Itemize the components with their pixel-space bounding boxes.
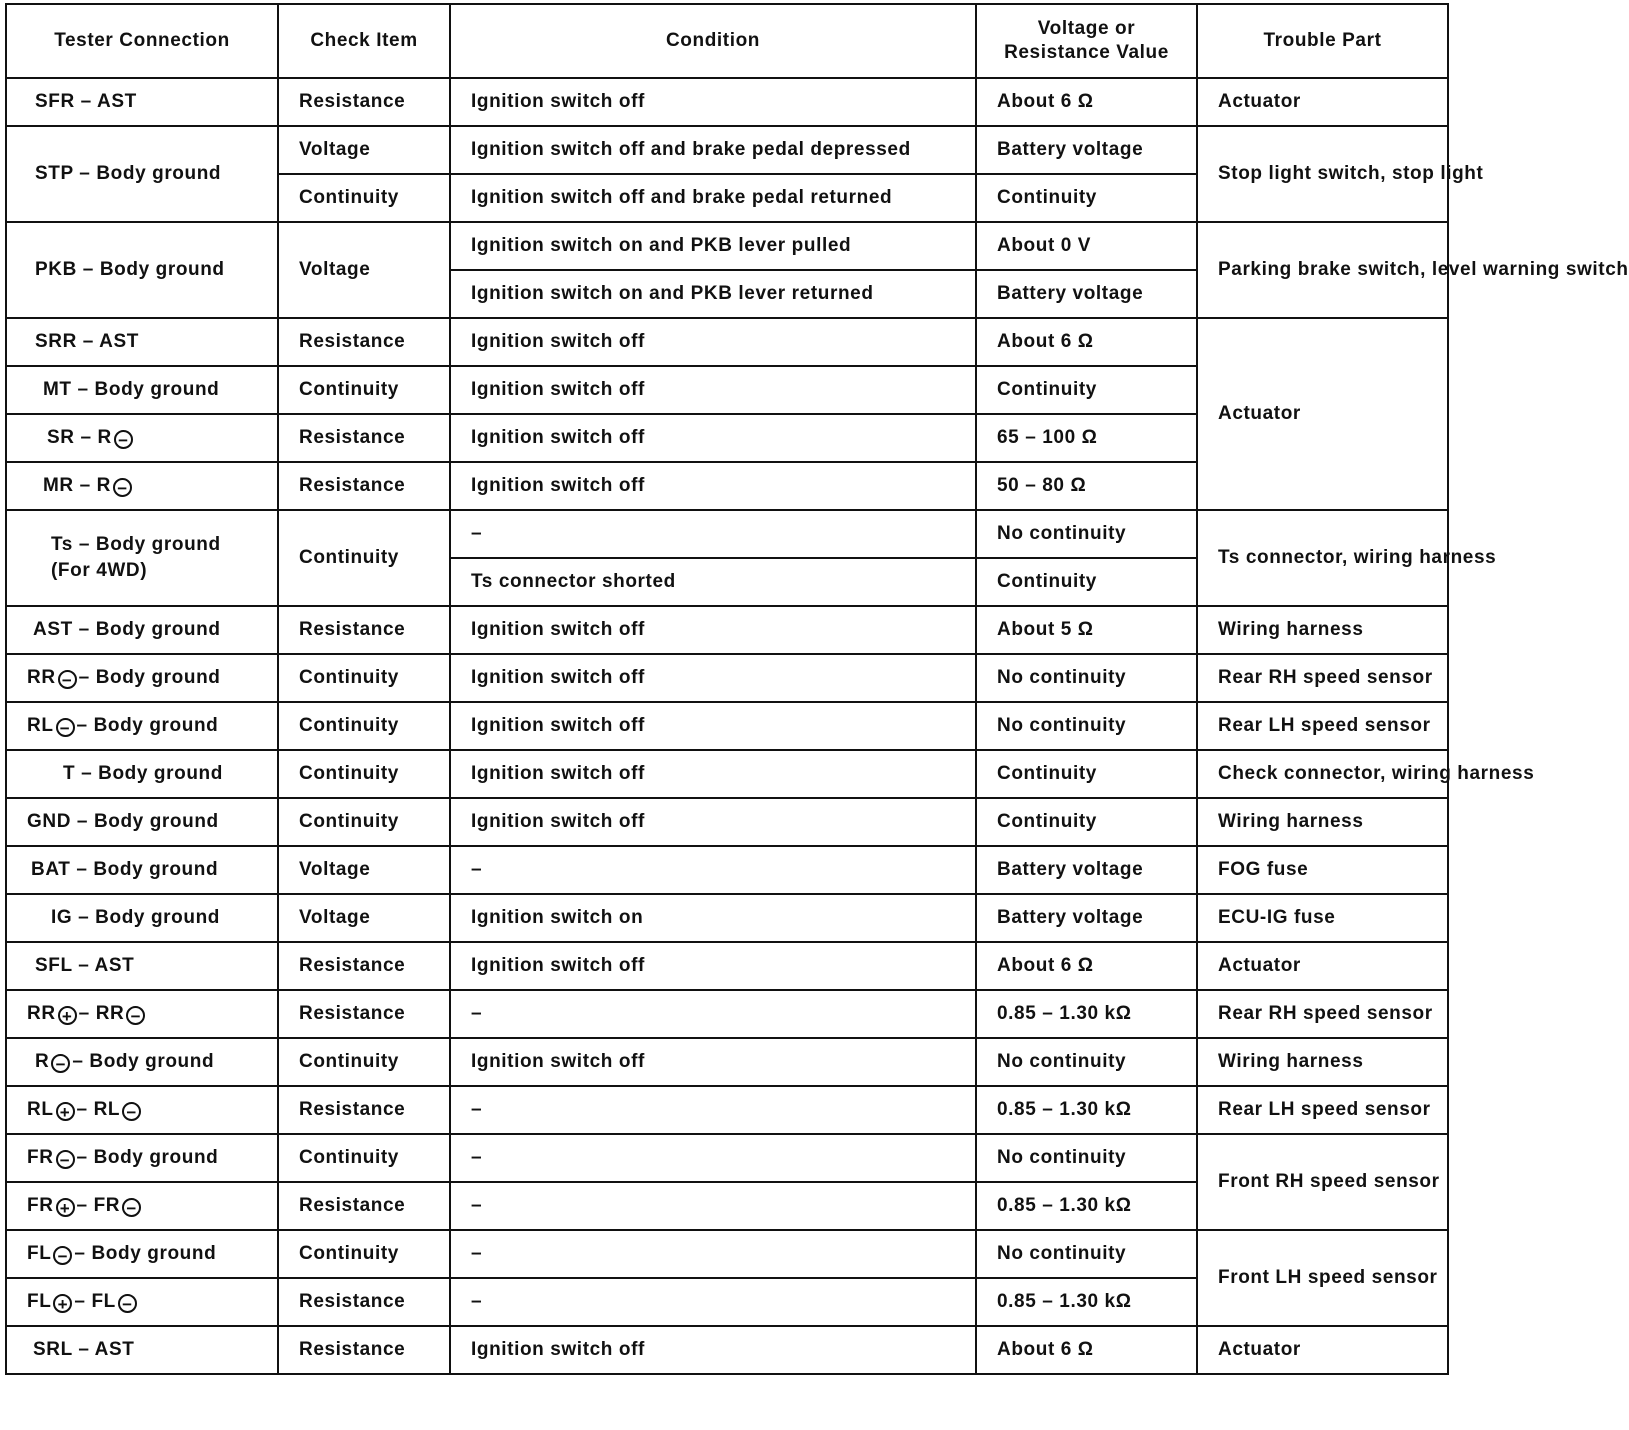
tester-connection-cell: IG – Body ground	[6, 894, 278, 942]
condition-cell: –	[450, 846, 976, 894]
condition-cell: Ignition switch off	[450, 366, 976, 414]
header-condition: Condition	[450, 4, 976, 78]
trouble-part-cell: Actuator	[1197, 318, 1448, 510]
value-cell: Continuity	[976, 366, 1197, 414]
tester-connection-cell	[6, 1278, 278, 1326]
value-cell: No continuity	[976, 1230, 1197, 1278]
trouble-part-cell: Check connector, wiring harness	[1197, 750, 1448, 798]
value-cell: No continuity	[976, 510, 1197, 558]
table-row	[6, 654, 1448, 702]
tester-connection-cell	[6, 414, 278, 462]
plus-symbol-icon: +	[58, 1006, 77, 1025]
check-item-cell: Continuity	[278, 366, 450, 414]
value-cell: About 6 Ω	[976, 1326, 1197, 1374]
check-item-cell: Resistance	[278, 942, 450, 990]
condition-cell: Ignition switch off	[450, 702, 976, 750]
plus-symbol-icon: +	[53, 1294, 72, 1313]
header-value: Voltage or Resistance Value	[976, 4, 1197, 78]
tester-connection-text: RL	[27, 1099, 54, 1120]
tester-connection-cell: AST – Body ground	[6, 606, 278, 654]
value-cell: No continuity	[976, 654, 1197, 702]
value-cell: About 5 Ω	[976, 606, 1197, 654]
header-check-item: Check Item	[278, 4, 450, 78]
trouble-part-cell: Wiring harness	[1197, 606, 1448, 654]
minus-symbol-icon: −	[122, 1102, 141, 1121]
condition-cell: Ignition switch on and PKB lever returned	[450, 270, 976, 318]
condition-cell: Ignition switch on and PKB lever pulled	[450, 222, 976, 270]
trouble-part-cell: Rear LH speed sensor	[1197, 1086, 1448, 1134]
tester-connection-cell: SFL – AST	[6, 942, 278, 990]
check-item-cell: Resistance	[278, 1326, 450, 1374]
tester-connection-text: – RR	[78, 1003, 125, 1024]
trouble-part-cell: Stop light switch, stop light	[1197, 126, 1448, 222]
minus-symbol-icon: −	[56, 1150, 75, 1169]
table-row	[6, 798, 1448, 846]
condition-cell: –	[450, 990, 976, 1038]
condition-cell: –	[450, 1086, 976, 1134]
condition-cell: Ignition switch off	[450, 78, 976, 126]
value-cell: No continuity	[976, 1134, 1197, 1182]
table-row	[6, 126, 1448, 174]
tester-connection-text: RL	[27, 715, 54, 736]
check-item-cell: Voltage	[278, 846, 450, 894]
value-cell: About 6 Ω	[976, 78, 1197, 126]
check-item-cell: Continuity	[278, 1038, 450, 1086]
value-cell: About 6 Ω	[976, 318, 1197, 366]
header-trouble-part: Trouble Part	[1197, 4, 1448, 78]
condition-cell: Ignition switch off and brake pedal depressed	[450, 126, 976, 174]
table-row	[6, 702, 1448, 750]
condition-cell: Ignition switch off	[450, 462, 976, 510]
minus-symbol-icon: −	[113, 478, 132, 497]
value-cell: 50 – 80 Ω	[976, 462, 1197, 510]
tester-connection-cell	[6, 702, 278, 750]
check-item-cell: Resistance	[278, 606, 450, 654]
check-item-cell: Continuity	[278, 510, 450, 606]
check-item-cell: Continuity	[278, 702, 450, 750]
trouble-part-cell: FOG fuse	[1197, 846, 1448, 894]
table-row	[6, 318, 1448, 366]
check-item-cell: Voltage	[278, 894, 450, 942]
plus-symbol-icon: +	[56, 1198, 75, 1217]
value-cell: 0.85 – 1.30 kΩ	[976, 1086, 1197, 1134]
tester-connection-cell: BAT – Body ground	[6, 846, 278, 894]
minus-symbol-icon: −	[122, 1198, 141, 1217]
condition-cell: –	[450, 1134, 976, 1182]
tester-connection-cell: T – Body ground	[6, 750, 278, 798]
check-item-cell: Continuity	[278, 1230, 450, 1278]
minus-symbol-icon: −	[58, 670, 77, 689]
check-item-cell: Resistance	[278, 1278, 450, 1326]
table-row	[6, 750, 1448, 798]
trouble-part-cell: ECU-IG fuse	[1197, 894, 1448, 942]
tester-connection-cell	[6, 990, 278, 1038]
trouble-part-cell: Rear RH speed sensor	[1197, 990, 1448, 1038]
value-cell: No continuity	[976, 702, 1197, 750]
table-row	[6, 990, 1448, 1038]
tester-connection-cell: GND – Body ground	[6, 798, 278, 846]
trouble-part-cell: Actuator	[1197, 1326, 1448, 1374]
check-item-cell: Resistance	[278, 318, 450, 366]
condition-cell: Ignition switch off	[450, 1038, 976, 1086]
value-cell: About 6 Ω	[976, 942, 1197, 990]
trouble-part-cell: Front LH speed sensor	[1197, 1230, 1448, 1326]
condition-cell: –	[450, 1230, 976, 1278]
table-row	[6, 1038, 1448, 1086]
table-row	[6, 894, 1448, 942]
trouble-part-cell: Rear LH speed sensor	[1197, 702, 1448, 750]
tester-connection-text: MR – R	[43, 475, 111, 496]
tester-connection-text: – Body ground	[76, 715, 219, 736]
minus-symbol-icon: −	[51, 1054, 70, 1073]
check-item-cell: Continuity	[278, 750, 450, 798]
tester-connection-text: RR	[27, 1003, 56, 1024]
minus-symbol-icon: −	[118, 1294, 137, 1313]
minus-symbol-icon: −	[126, 1006, 145, 1025]
tester-connection-text: SR – R	[47, 427, 112, 448]
table-row	[6, 942, 1448, 990]
check-item-cell: Resistance	[278, 990, 450, 1038]
tester-connection-cell: SRL – AST	[6, 1326, 278, 1374]
trouble-part-cell: Front RH speed sensor	[1197, 1134, 1448, 1230]
value-cell: Continuity	[976, 174, 1197, 222]
tester-connection-text: FL	[27, 1243, 52, 1264]
tester-connection-text: – FL	[74, 1291, 116, 1312]
table-row	[6, 606, 1448, 654]
condition-cell: Ignition switch off	[450, 606, 976, 654]
value-cell: 0.85 – 1.30 kΩ	[976, 1278, 1197, 1326]
check-item-cell: Resistance	[278, 78, 450, 126]
condition-cell: Ignition switch off	[450, 1326, 976, 1374]
tester-connection-cell: SFR – AST	[6, 78, 278, 126]
tester-connection-text: – FR	[76, 1195, 121, 1216]
value-cell: Battery voltage	[976, 270, 1197, 318]
trouble-part-cell: Parking brake switch, level warning switch	[1197, 222, 1448, 318]
value-cell: Continuity	[976, 558, 1197, 606]
tester-connection-text: – Body ground	[78, 667, 221, 688]
condition-cell: –	[450, 1278, 976, 1326]
table-row	[6, 846, 1448, 894]
tester-connection-cell: Ts – Body ground (For 4WD)	[6, 510, 278, 606]
tester-connection-cell	[6, 1086, 278, 1134]
tester-connection-text: FL	[27, 1291, 52, 1312]
condition-cell: Ignition switch off	[450, 942, 976, 990]
table-row	[6, 1326, 1448, 1374]
value-cell: Continuity	[976, 750, 1197, 798]
tester-connection-text: – RL	[76, 1099, 121, 1120]
header-row	[6, 4, 1448, 78]
value-cell: Battery voltage	[976, 894, 1197, 942]
table-row	[6, 222, 1448, 270]
check-item-cell: Resistance	[278, 462, 450, 510]
table-row	[6, 510, 1448, 558]
check-item-cell: Resistance	[278, 414, 450, 462]
tester-connection-cell	[6, 654, 278, 702]
condition-cell: Ignition switch off and brake pedal returned	[450, 174, 976, 222]
plus-symbol-icon: +	[56, 1102, 75, 1121]
condition-cell: –	[450, 1182, 976, 1230]
value-cell: Battery voltage	[976, 846, 1197, 894]
tester-connection-cell	[6, 1134, 278, 1182]
trouble-part-cell: Ts connector, wiring harness	[1197, 510, 1448, 606]
tester-check-table	[5, 3, 1629, 1375]
check-item-cell: Resistance	[278, 1086, 450, 1134]
condition-cell: Ignition switch off	[450, 654, 976, 702]
header-tester-connection: Tester Connection	[6, 4, 278, 78]
condition-cell: Ts connector shorted	[450, 558, 976, 606]
table-row	[6, 1134, 1448, 1182]
tester-connection-cell	[6, 1230, 278, 1278]
tester-connection-cell: PKB – Body ground	[6, 222, 278, 318]
tester-connection-text: – Body ground	[76, 1147, 219, 1168]
table-row	[6, 1086, 1448, 1134]
check-item-cell: Continuity	[278, 174, 450, 222]
tester-connection-cell	[6, 462, 278, 510]
check-item-cell: Continuity	[278, 1134, 450, 1182]
value-cell: About 0 V	[976, 222, 1197, 270]
tester-connection-text: R	[35, 1051, 50, 1072]
tester-connection-text: FR	[27, 1147, 54, 1168]
tester-connection-text: RR	[27, 667, 56, 688]
value-cell: 0.85 – 1.30 kΩ	[976, 990, 1197, 1038]
tester-connection-text: – Body ground	[74, 1243, 217, 1264]
value-cell: Continuity	[976, 798, 1197, 846]
trouble-part-cell: Actuator	[1197, 78, 1448, 126]
minus-symbol-icon: −	[114, 430, 133, 449]
trouble-part-cell: Wiring harness	[1197, 1038, 1448, 1086]
minus-symbol-icon: −	[56, 718, 75, 737]
value-cell: Battery voltage	[976, 126, 1197, 174]
check-item-cell: Resistance	[278, 1182, 450, 1230]
trouble-part-cell: Rear RH speed sensor	[1197, 654, 1448, 702]
minus-symbol-icon: −	[53, 1246, 72, 1265]
table-row	[6, 1230, 1448, 1278]
condition-cell: Ignition switch off	[450, 750, 976, 798]
condition-cell: –	[450, 510, 976, 558]
tester-connection-cell	[6, 1182, 278, 1230]
table-row	[6, 78, 1448, 126]
tester-connection-text: – Body ground	[72, 1051, 215, 1072]
trouble-part-cell: Actuator	[1197, 942, 1448, 990]
check-item-cell: Continuity	[278, 798, 450, 846]
value-cell: No continuity	[976, 1038, 1197, 1086]
check-item-cell: Continuity	[278, 654, 450, 702]
condition-cell: Ignition switch off	[450, 318, 976, 366]
condition-cell: Ignition switch on	[450, 894, 976, 942]
tester-connection-cell	[6, 1038, 278, 1086]
tester-connection-cell: STP – Body ground	[6, 126, 278, 222]
trouble-part-cell: Wiring harness	[1197, 798, 1448, 846]
value-cell: 0.85 – 1.30 kΩ	[976, 1182, 1197, 1230]
tester-connection-text: FR	[27, 1195, 54, 1216]
value-cell: 65 – 100 Ω	[976, 414, 1197, 462]
check-item-cell: Voltage	[278, 222, 450, 318]
condition-cell: Ignition switch off	[450, 414, 976, 462]
check-item-cell: Voltage	[278, 126, 450, 174]
tester-connection-cell: SRR – AST	[6, 318, 278, 366]
tester-connection-cell: MT – Body ground	[6, 366, 278, 414]
condition-cell: Ignition switch off	[450, 798, 976, 846]
